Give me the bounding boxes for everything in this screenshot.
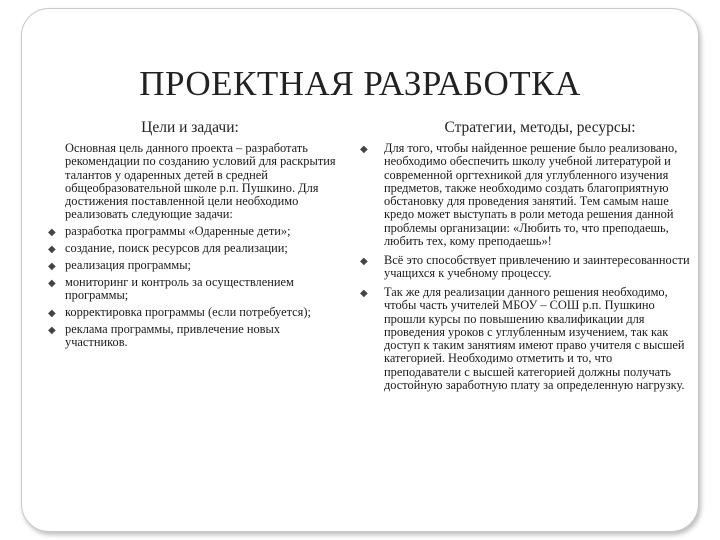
- right-column-heading: Стратегии, методы, ресурсы:: [444, 119, 636, 136]
- left-intro-paragraph: Основная цель данного проекта – разработать рекомендации по созданию условий для раскрытия талантов у одаренных детей в средней общеобразовательной школе р.п. Пушкино. Для достижения поставленной цели необходимо реализовать следующие задачи:: [65, 141, 336, 222]
- list-item: [48, 306, 338, 319]
- bullet-icon: ◆: [48, 244, 56, 256]
- bullet-icon: ◆: [48, 325, 56, 337]
- list-item-text: Так же для реализации данного решения необходимо, чтобы часть учителей МБОУ – СОШ р.п. Пушкино прошли курсы по повышению квалификации для проведения уроков с углубленным изучением, так как доступ к таким занятиям имеют право учителя с высшей категорией. Необходимо отметить и то, что преподаватели с высшей категорией должны получать достойную заработную плату за определенную нагрузку.: [384, 284, 685, 393]
- list-item-text: разработка программы «Одаренные дети»;: [65, 224, 291, 239]
- slide-title: ПРОЕКТНАЯ РАЗРАБОТКА: [139, 64, 581, 103]
- list-item: [48, 225, 338, 238]
- list-item-text: мониторинг и контроль за осуществлением программы;: [65, 275, 294, 303]
- list-item-text: создание, поиск ресурсов для реализации;: [65, 241, 288, 256]
- bullet-icon: ◆: [360, 287, 368, 299]
- left-column: [48, 142, 338, 350]
- right-column: [360, 142, 690, 392]
- bullet-icon: ◆: [360, 255, 368, 267]
- list-item: [48, 276, 338, 303]
- list-item: [48, 323, 338, 350]
- list-item: [48, 242, 338, 255]
- list-item-text: реализация программы;: [65, 258, 191, 273]
- list-item: [360, 286, 690, 392]
- list-item-text: Всё это способствует привлечению и заинтересованности учащихся к учебному процессу.: [384, 252, 690, 281]
- bullet-icon: ◆: [360, 144, 368, 155]
- bullet-icon: ◆: [48, 261, 56, 273]
- list-item-text: реклама программы, привлечение новых участников.: [65, 322, 281, 350]
- bullet-icon: ◆: [48, 308, 56, 320]
- list-item: [360, 142, 690, 248]
- list-item: [48, 259, 338, 272]
- left-column-heading: Цели и задачи:: [141, 119, 239, 136]
- bullet-icon: ◆: [48, 227, 56, 239]
- list-item: [360, 254, 690, 281]
- list-item-text: Для того, чтобы найденное решение было реализовано, необходимо обеспечить школу учебной литературой и современной оргтехникой для углубленного изучения предметов, также необходимо создать благоприятную обстановку для проведения занятий. Тем самым наше кредо может выступать в роли метода решения данной проблемы организации: «Любить то, что преподаешь, любить тех, кому преподаешь»!: [384, 141, 678, 249]
- bullet-icon: ◆: [48, 278, 56, 290]
- list-item-text: корректировка программы (если потребуется);: [65, 305, 311, 320]
